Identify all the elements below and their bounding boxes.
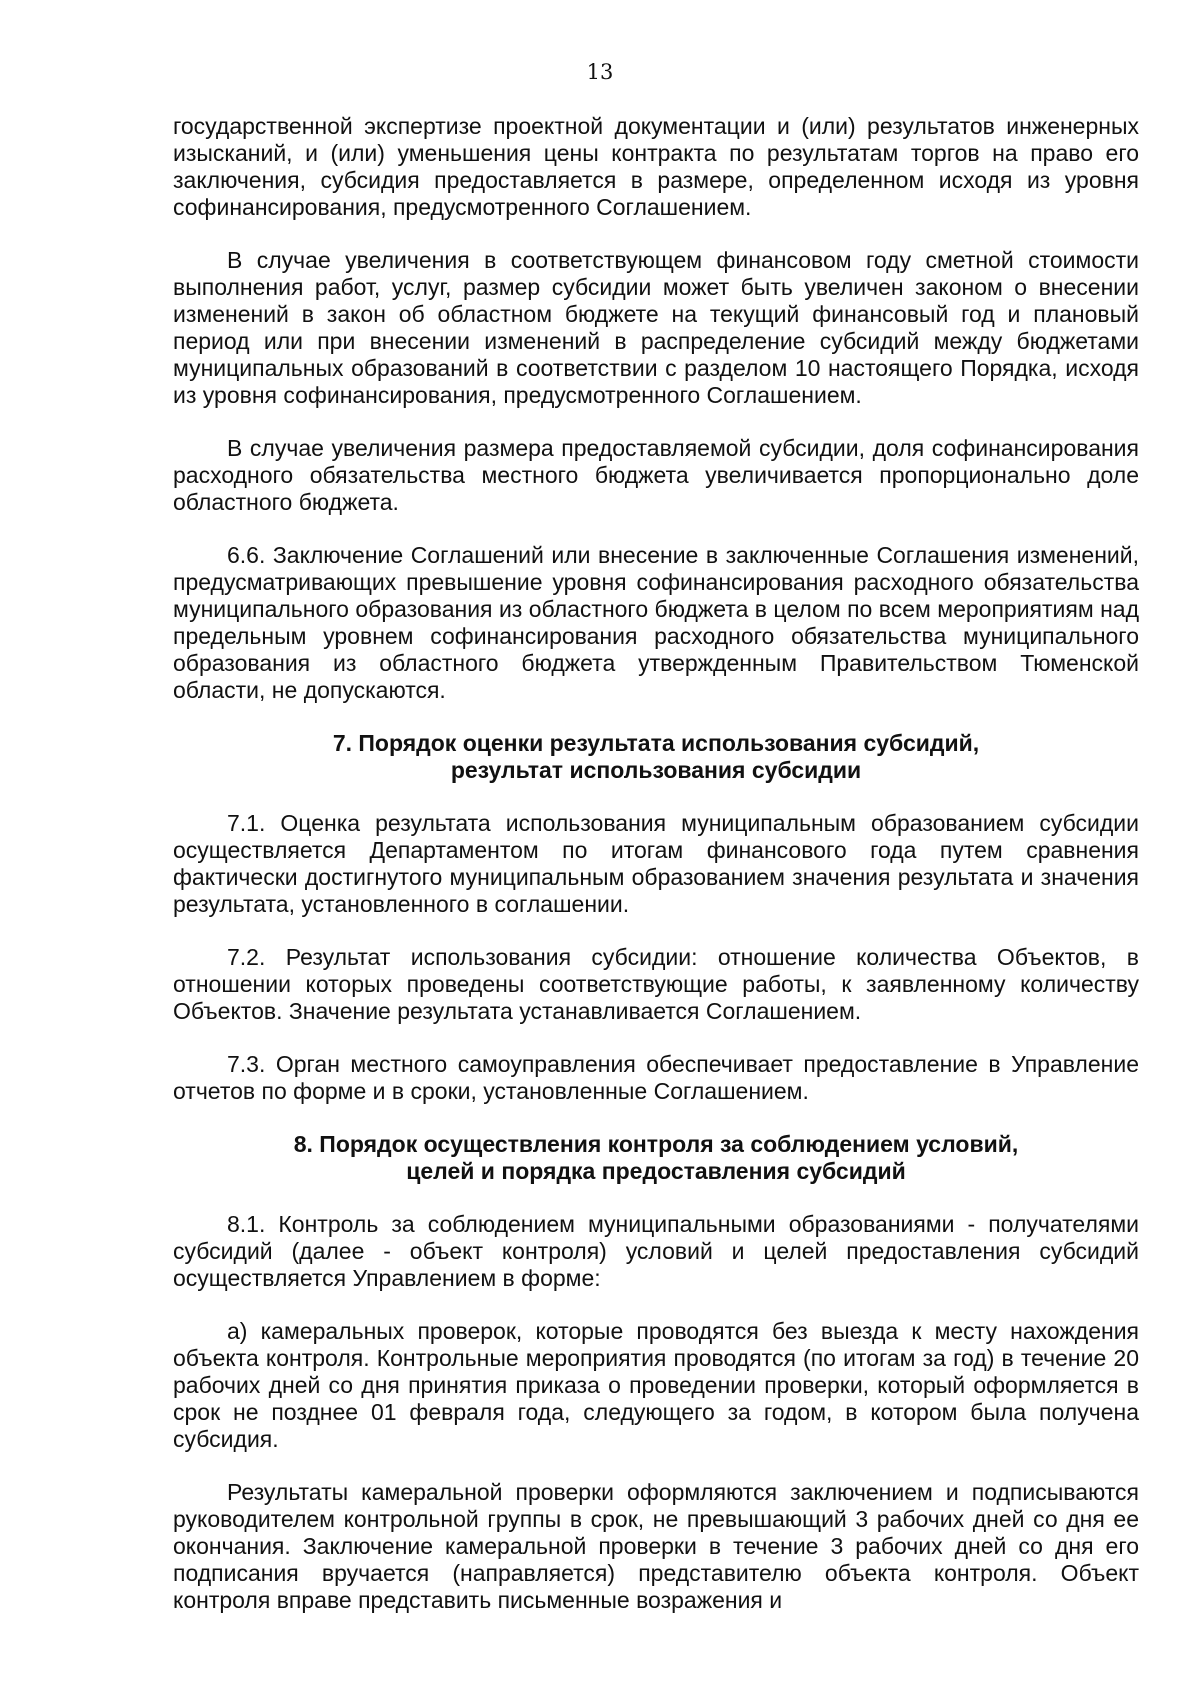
paragraph-7-1: 7.1. Оценка результата использования муниципальным образованием субсидии осуществляется Департаментом по итогам финансового года путем сравнения фактически достигнутого муниципальным образованием значения результата и значения результата, установленного в соглашении. <box>173 810 1139 917</box>
paragraph-7-2: 7.2. Результат использования субсидии: отношение количества Объектов, в отношении которых проведены соответствующие работы, к заявленному количеству Объектов. Значение результата устанавливается Соглашением. <box>173 944 1139 1024</box>
paragraph-8-1: 8.1. Контроль за соблюдением муниципальными образованиями - получателями субсидий (далее - объект контроля) условий и целей предоставления субсидий осуществляется Управлением в форме: <box>173 1211 1139 1291</box>
paragraph-6-6: 6.6. Заключение Соглашений или внесение в заключенные Соглашения изменений, предусматривающих превышение уровня софинансирования расходного обязательства муниципального образования из областного бюджета в целом по всем мероприятиям над предельным уровнем софинансирования расходного обязательства муниципального образования из областного бюджета утвержденным Правительством Тюменской области, не допускаются. <box>173 542 1139 703</box>
paragraph-8-1-results: Результаты камеральной проверки оформляются заключением и подписываются руководителем контрольной группы в срок, не превышающий 3 рабочих дней со дня ее окончания. Заключение камеральной проверки в течение 3 рабочих дней со дня его подписания вручается (направляется) представителю объекта контроля. Объект контроля вправе представить письменные возражения и <box>173 1479 1139 1613</box>
section-8-heading-line-2: целей и порядка предоставления субсидий <box>406 1158 906 1184</box>
document-body <box>173 113 1139 1640</box>
page-number: 13 <box>586 60 614 84</box>
section-7-heading <box>173 730 1139 784</box>
paragraph-7-3: 7.3. Орган местного самоуправления обеспечивает предоставление в Управление отчетов по форме и в сроки, установленные Соглашением. <box>173 1051 1139 1104</box>
section-7-heading-line-2: результат использования субсидии <box>450 757 862 783</box>
paragraph-cost-increase: В случае увеличения в соответствующем финансовом году сметной стоимости выполнения работ, услуг, размер субсидии может быть увеличен законом о внесении изменений в закон об областном бюджете на текущий финансовый год и плановый период или при внесении изменений в распределение субсидий между бюджетами муниципальных образований в соответствии с разделом 10 настоящего Порядка, исходя из уровня софинансирования, предусмотренного Соглашением. <box>173 247 1139 408</box>
paragraph-cofinancing-share: В случае увеличения размера предоставляемой субсидии, доля софинансирования расходного обязательства местного бюджета увеличивается пропорционально доле областного бюджета. <box>173 435 1139 515</box>
section-7-heading-line-1: 7. Порядок оценки результата использования субсидий, <box>332 730 980 756</box>
paragraph-continuation: государственной экспертизе проектной документации и (или) результатов инженерных изысканий, и (или) уменьшения цены контракта по результатам торгов на право его заключения, субсидия предоставляется в размере, определенном исходя из уровня софинансирования, предусмотренного Соглашением. <box>173 113 1139 220</box>
paragraph-8-1-a: а) камеральных проверок, которые проводятся без выезда к месту нахождения объекта контроля. Контрольные мероприятия проводятся (по итогам за год) в течение 20 рабочих дней со дня принятия приказа о проведении проверки, который оформляется в срок не позднее 01 февраля года, следующего за годом, в котором была получена субсидия. <box>173 1318 1139 1452</box>
section-8-heading <box>173 1131 1139 1185</box>
section-8-heading-line-1: 8. Порядок осуществления контроля за соблюдением условий, <box>293 1131 1019 1157</box>
